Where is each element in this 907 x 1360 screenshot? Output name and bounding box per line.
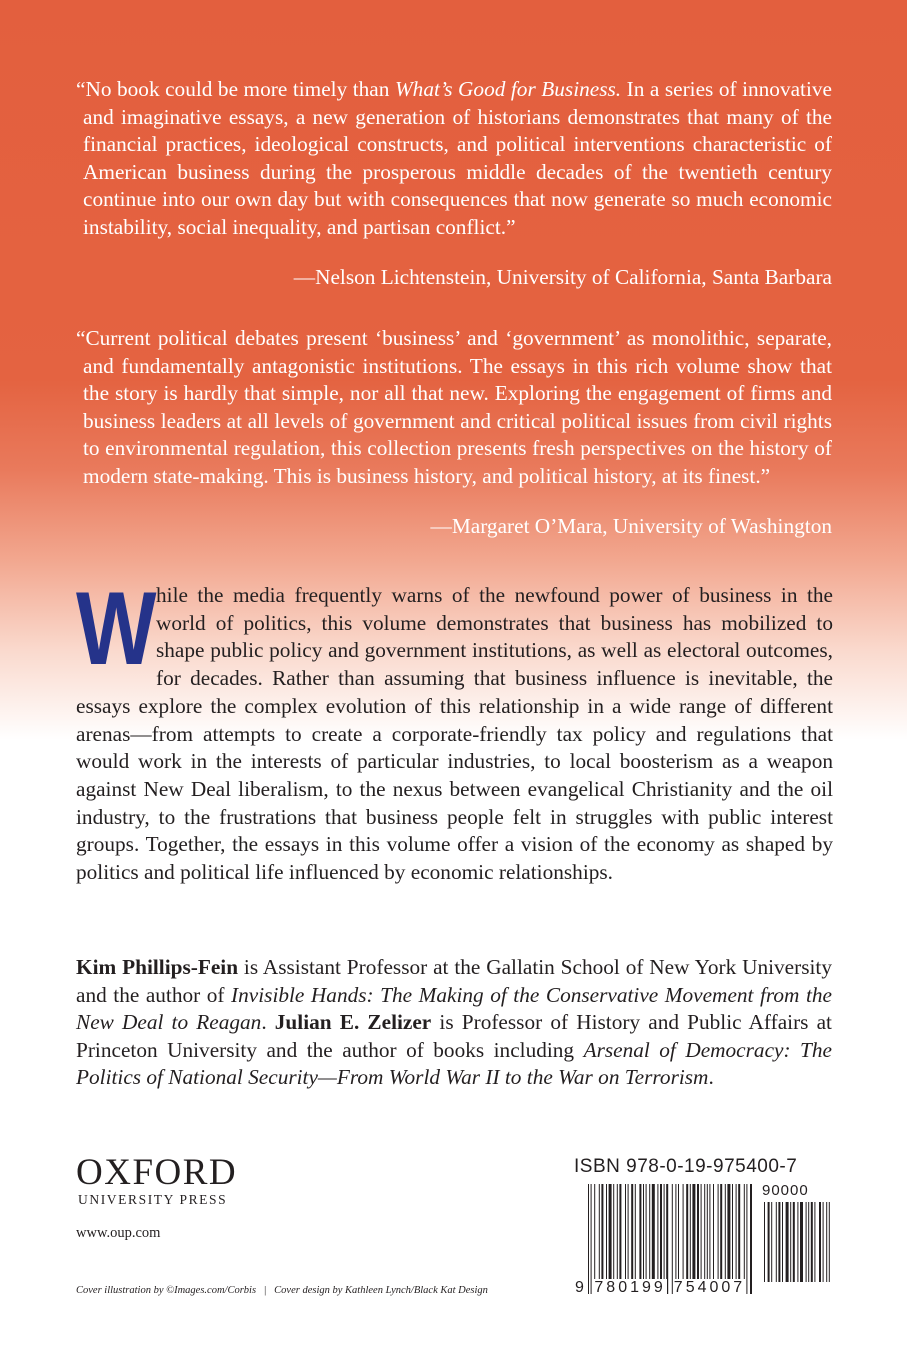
barcode-digits-right: 754007 [673, 1279, 746, 1296]
illustration-credit: Cover illustration by ©Images.com/Corbis [76, 1285, 257, 1296]
author-2-name: Julian E. Zelizer [274, 1010, 432, 1035]
blurb-quote-1-text-b: In a series of innovative and imaginative essays, a new generation of historians demonstrates that many of the financial practices, ideological constructs, and political interventions characteristic of American business during the prosperous middle decades of the twentieth century continue into our own day but with consequences that now generate so much economic instability, social inequality, and partisan conflict.” [83, 77, 832, 239]
bio-end: . [708, 1065, 714, 1090]
drop-cap: W [76, 571, 157, 687]
description-text: hile the media frequently warns of the newfound power of business in the world of politics, this volume demonstrates that business has mobilized to shape public policy and government institutions, as well as electoral outcomes, for decades. Rather than assuming that business influence is inevitable, the essays explore the complex evolution of this relationship in a wide range of different arenas—from attempts to create a corporate-friendly tax policy and regulations that would work in the interests of particular industries, to local boosterism as a weapon against New Deal liberalism, to the nexus between evangelical Christianity and the oil industry, to the frustrations that business people felt in struggles with public interest groups. Together, the essays in this volume offer a vision of the economy as shaped by politics and political life influenced by economic relationships. [76, 583, 833, 885]
blurb-quote-2: “Current political debates present ‘business’ and ‘government’ as monolithic, separate, and fundamentally antagonistic institutions. The essays in this rich volume show that the story is hardly that simple, nor all that new. Exploring the engagement of firms and business leaders at all levels of government and critical political issues from civil rights to environmental regulation, this collection presents fresh perspectives on the history of modern state-making. This is business history, and political history, at its finest.” [76, 326, 832, 488]
barcode-digit-first: 9 [575, 1279, 585, 1296]
blurb-attribution-1: —Nelson Lichtenstein, University of California, Santa Barbara [293, 265, 832, 289]
publisher-subtitle: UNIVERSITY PRESS [78, 1192, 228, 1207]
author-1-name: Kim Phillips-Fein [76, 955, 239, 979]
book-description [76, 571, 833, 887]
isbn-label: ISBN 978-0-19-975400-7 [574, 1156, 798, 1177]
design-credit: Cover design by Kathleen Lynch/Black Kat Design [274, 1285, 488, 1296]
barcode-digits-left: 780199 [594, 1279, 666, 1296]
author-2-book: Arsenal of Democracy: The Politics of National Security—From World War II to the War on Terrorism [76, 1037, 832, 1090]
credit-separator: | [264, 1285, 267, 1296]
blurb-attribution-2: —Margaret O’Mara, University of Washington [430, 514, 832, 538]
blurb-quote-1-book-title: What’s Good for Business. [394, 77, 622, 101]
bio-separator: . [261, 1010, 275, 1035]
blurb-quote-1-text-a: “No book could be more timely than [76, 77, 395, 101]
blurb-quote-1 [76, 76, 832, 242]
publisher-logo: OXFORD [76, 1152, 238, 1193]
cover-credits [76, 1285, 488, 1296]
author-2-text: is Professor of History and Public Affairs at Princeton University and the author of books including [76, 1010, 832, 1062]
publisher-website[interactable]: www.oup.com [76, 1225, 161, 1241]
author-1-text: is Assistant Professor at the Gallatin School of New York University and the author of [76, 955, 832, 1007]
author-1-book: Invisible Hands: The Making of the Conservative Movement from the New Deal to Reagan [76, 982, 832, 1035]
author-bios [76, 954, 832, 1092]
barcode-supplement-digits: 90000 [762, 1182, 809, 1199]
barcode-digits [574, 1279, 746, 1297]
